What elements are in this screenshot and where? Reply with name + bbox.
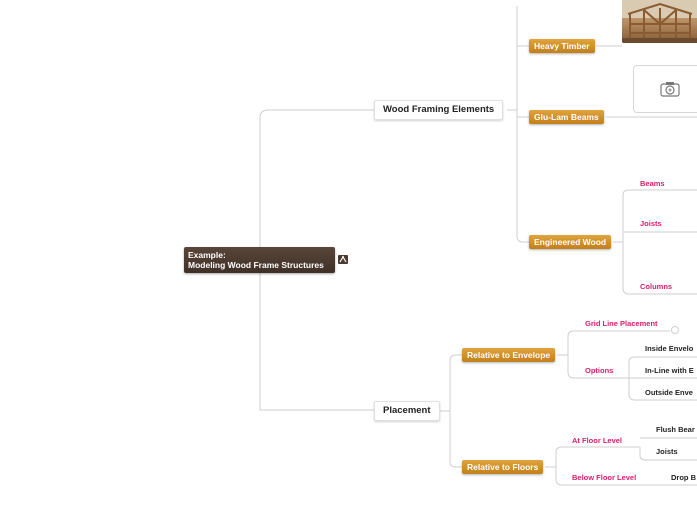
leaf-grid-line-placement[interactable]: Grid Line Placement bbox=[585, 319, 658, 328]
connector-root-wood-framing bbox=[260, 110, 374, 260]
subtopic-heavy-timber[interactable]: Heavy Timber bbox=[529, 39, 595, 53]
leaf-floor-joists[interactable]: Joists bbox=[656, 447, 678, 456]
collapse-toggle[interactable] bbox=[671, 326, 679, 334]
root-topic-line1: Example: bbox=[188, 250, 226, 260]
mindmap-icon-glyph bbox=[338, 255, 348, 264]
leaf-flush-beam[interactable]: Flush Bear bbox=[656, 425, 695, 434]
subtopic-relative-to-floors[interactable]: Relative to Floors bbox=[462, 460, 543, 474]
timber-frame-photo-art bbox=[622, 0, 697, 43]
leaf-inside-envelope[interactable]: Inside Envelo bbox=[645, 344, 694, 353]
leaf-below-floor-level[interactable]: Below Floor Level bbox=[572, 473, 637, 482]
image-placeholder[interactable] bbox=[633, 65, 697, 113]
mindmap-icon[interactable] bbox=[338, 255, 348, 264]
root-topic[interactable] bbox=[184, 247, 335, 273]
leaf-drop-beam[interactable]: Drop B bbox=[671, 473, 696, 482]
topic-wood-framing-elements[interactable]: Wood Framing Elements bbox=[374, 100, 503, 120]
leaf-at-floor-level[interactable]: At Floor Level bbox=[572, 436, 623, 445]
connector-root-placement bbox=[260, 260, 374, 410]
root-topic-line2: Modeling Wood Frame Structures bbox=[188, 260, 324, 270]
camera-icon bbox=[660, 81, 680, 102]
leaf-columns[interactable]: Columns bbox=[640, 282, 673, 291]
leaf-in-line-with-envelope[interactable]: In-Line with E bbox=[645, 366, 694, 375]
leaf-options[interactable]: Options bbox=[585, 366, 614, 375]
subtopic-engineered-wood[interactable]: Engineered Wood bbox=[529, 235, 611, 249]
subtopic-relative-to-envelope[interactable]: Relative to Envelope bbox=[462, 348, 555, 362]
topic-placement[interactable]: Placement bbox=[374, 401, 440, 421]
leaf-outside-envelope[interactable]: Outside Enve bbox=[645, 388, 693, 397]
timber-frame-photo[interactable] bbox=[622, 0, 697, 43]
subtopic-glu-lam-beams[interactable]: Glu-Lam Beams bbox=[529, 110, 604, 124]
leaf-beams[interactable]: Beams bbox=[640, 179, 665, 188]
leaf-joists[interactable]: Joists bbox=[640, 219, 662, 228]
